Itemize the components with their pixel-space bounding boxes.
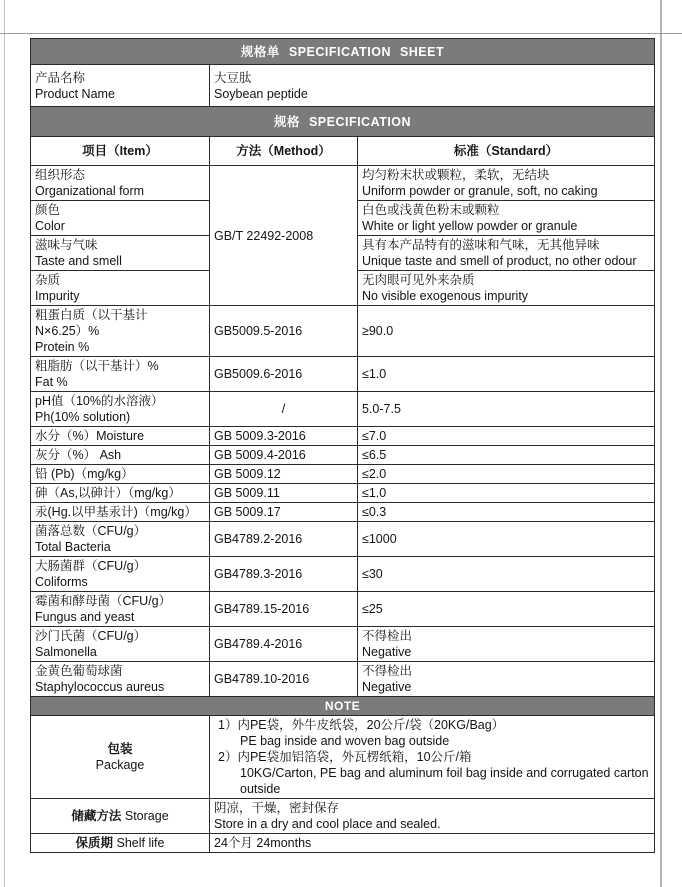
standard-cell (358, 271, 655, 306)
package-label-zh: 包装 (107, 742, 133, 756)
spec-row-lead (31, 465, 655, 484)
spec-row-fungus-yeast (31, 592, 655, 627)
item-cell (31, 392, 210, 427)
col-header-method: 方法（Method） (210, 137, 358, 166)
spec-row-fat (31, 357, 655, 392)
standard-en: White or light yellow powder or granule (362, 219, 578, 233)
product-name-row (31, 65, 655, 107)
spec-row-organizational-form (31, 166, 655, 201)
item-en: Color (35, 219, 65, 233)
shelf-life-row (31, 834, 655, 853)
page-edge-left-line (4, 0, 5, 887)
standard-cell: ≤0.3 (358, 503, 655, 522)
standard-zh: 不得检出 (362, 664, 413, 678)
standard-zh: 无肉眼可见外来杂质 (362, 273, 475, 287)
shelf-life-label-cell (31, 834, 210, 853)
item-cell: 汞(Hg.以甲基汞计)（mg/kg） (31, 503, 210, 522)
product-name-value-zh: 大豆肽 (214, 70, 252, 85)
product-name-label-zh: 产品名称 (35, 70, 86, 85)
spec-row-moisture (31, 427, 655, 446)
item-cell (31, 306, 210, 357)
method-cell: GB 5009.17 (210, 503, 358, 522)
item-cell (31, 662, 210, 697)
shelf-life-value-cell: 24个月 24months (210, 834, 655, 853)
item-zh: 滋味与气味 (35, 238, 98, 252)
standard-cell: 5.0-7.5 (358, 392, 655, 427)
sheet-title-bar (31, 39, 655, 65)
item-cell: 砷（As,以砷计）（mg/kg） (31, 484, 210, 503)
standard-cell (358, 201, 655, 236)
standard-zh: 具有本产品特有的滋味和气味，无其他异味 (362, 238, 600, 252)
item-cell (31, 271, 210, 306)
item-zh: 大肠菌群（CFU/g） (35, 559, 147, 573)
method-cell: GB 5009.12 (210, 465, 358, 484)
method-cell: / (210, 392, 358, 427)
storage-value-cell (210, 799, 655, 834)
item-zh: 颜色 (35, 203, 61, 217)
package-value-cell (210, 716, 655, 799)
standard-cell: ≤30 (358, 557, 655, 592)
standard-cell (358, 236, 655, 271)
item-cell (31, 236, 210, 271)
standard-cell: ≤2.0 (358, 465, 655, 484)
storage-value-en: Store in a dry and cool place and sealed. (214, 817, 441, 831)
spec-row-total-bacteria (31, 522, 655, 557)
storage-label-en: Storage (124, 809, 169, 823)
item-zh: 粗蛋白质（以干基计 N×6.25）% (35, 308, 148, 338)
item-cell (31, 166, 210, 201)
method-cell: GB4789.4-2016 (210, 627, 358, 662)
method-cell: GB5009.6-2016 (210, 357, 358, 392)
storage-value-zh: 阴凉，干燥，密封保存 (214, 801, 340, 815)
item-cell (31, 357, 210, 392)
item-en: Coliforms (35, 575, 88, 589)
item-en: Staphylococcus aureus (35, 680, 165, 694)
standard-zh: 均匀粉末状或颗粒，柔软，无结块 (362, 168, 550, 182)
product-name-value-en: Soybean peptide (214, 86, 308, 101)
specification-section-title: 规格 SPECIFICATION (31, 107, 655, 137)
sheet-title: 规格单 SPECIFICATION SHEET (31, 39, 655, 65)
package-line-4: 10KG/Carton, PE bag and aluminum foil bag inside and corrugated carton outside (240, 766, 649, 796)
standard-zh: 不得检出 (362, 629, 413, 643)
method-cell: GB4789.10-2016 (210, 662, 358, 697)
standard-cell: ≤7.0 (358, 427, 655, 446)
item-zh: 粗脂肪（以干基计）% (35, 359, 159, 373)
standard-en: Negative (362, 680, 412, 694)
package-label-cell (31, 716, 210, 799)
product-name-label-en: Product Name (35, 86, 115, 101)
specification-section-bar (31, 107, 655, 137)
standard-cell (358, 627, 655, 662)
item-cell (31, 522, 210, 557)
method-cell: GB4789.15-2016 (210, 592, 358, 627)
spec-row-protein (31, 306, 655, 357)
storage-row (31, 799, 655, 834)
standard-zh: 白色或浅黄色粉末或颗粒 (362, 203, 500, 217)
spec-row-arsenic (31, 484, 655, 503)
package-line-1: 1）内PE袋，外牛皮纸袋，20公斤/袋（20KG/Bag） (218, 718, 505, 732)
spec-row-ash (31, 446, 655, 465)
standard-cell: ≤1.0 (358, 357, 655, 392)
item-en: Total Bacteria (35, 540, 111, 554)
item-cell (31, 201, 210, 236)
standard-en: Negative (362, 645, 412, 659)
standard-en: Uniform powder or granule, soft, no caking (362, 184, 598, 198)
item-zh: 沙门氏菌（CFU/g） (35, 629, 147, 643)
product-name-label-cell (31, 65, 210, 107)
shelf-life-label-en: Shelf life (116, 836, 165, 850)
item-zh: 菌落总数（CFU/g） (35, 524, 147, 538)
item-zh: 杂质 (35, 273, 61, 287)
page-top-scan-line (0, 33, 682, 34)
item-cell: 铅 (Pb)（mg/kg） (31, 465, 210, 484)
spec-row-salmonella (31, 627, 655, 662)
product-name-value-cell (210, 65, 655, 107)
standard-cell: ≤1000 (358, 522, 655, 557)
note-section-title: NOTE (31, 697, 655, 716)
storage-label-zh: 储藏方法 (71, 809, 122, 823)
item-en: Ph(10% solution) (35, 410, 131, 424)
method-cell: GB5009.5-2016 (210, 306, 358, 357)
storage-label-cell (31, 799, 210, 834)
item-cell: 水分（%）Moisture (31, 427, 210, 446)
method-cell-merged: GB/T 22492-2008 (210, 166, 358, 306)
item-cell (31, 557, 210, 592)
spec-row-coliforms (31, 557, 655, 592)
item-cell: 灰分（%） Ash (31, 446, 210, 465)
item-en: Organizational form (35, 184, 145, 198)
column-header-row (31, 137, 655, 166)
item-zh: 霉菌和酵母菌（CFU/g） (35, 594, 172, 608)
spec-row-ph (31, 392, 655, 427)
package-label-en: Package (95, 758, 145, 772)
item-en: Impurity (35, 289, 80, 303)
standard-cell: ≤6.5 (358, 446, 655, 465)
shelf-life-label-zh: 保质期 (75, 836, 114, 850)
standard-cell: ≤1.0 (358, 484, 655, 503)
method-cell: GB4789.3-2016 (210, 557, 358, 592)
method-cell: GB 5009.11 (210, 484, 358, 503)
method-cell: GB 5009.3-2016 (210, 427, 358, 446)
standard-en: No visible exogenous impurity (362, 289, 529, 303)
col-header-item: 项目（Item） (31, 137, 210, 166)
item-cell (31, 627, 210, 662)
standard-cell: ≤25 (358, 592, 655, 627)
standard-cell (358, 166, 655, 201)
note-section-bar (31, 697, 655, 716)
item-zh: 组织形态 (35, 168, 86, 182)
item-en: Fungus and yeast (35, 610, 135, 624)
item-zh: 金黄色葡萄球菌 (35, 664, 123, 678)
item-en: Fat % (35, 375, 68, 389)
method-cell: GB 5009.4-2016 (210, 446, 358, 465)
item-zh: pH值（10%的水溶液） (35, 394, 164, 408)
package-line-3: 2）内PE袋加铝箔袋，外瓦楞纸箱，10公斤/箱 (218, 750, 472, 764)
item-cell (31, 592, 210, 627)
package-line-2: PE bag inside and woven bag outside (240, 734, 450, 748)
standard-cell (358, 662, 655, 697)
col-header-standard: 标准（Standard） (358, 137, 655, 166)
standard-en: Unique taste and smell of product, no other odour (362, 254, 637, 268)
method-cell: GB4789.2-2016 (210, 522, 358, 557)
item-en: Taste and smell (35, 254, 122, 268)
spec-row-staph-aureus (31, 662, 655, 697)
package-row (31, 716, 655, 799)
item-en: Protein % (35, 340, 90, 354)
item-en: Salmonella (35, 645, 97, 659)
page-edge-right-line (660, 0, 662, 887)
specification-sheet-table (30, 38, 655, 853)
standard-cell: ≥90.0 (358, 306, 655, 357)
spec-row-mercury (31, 503, 655, 522)
